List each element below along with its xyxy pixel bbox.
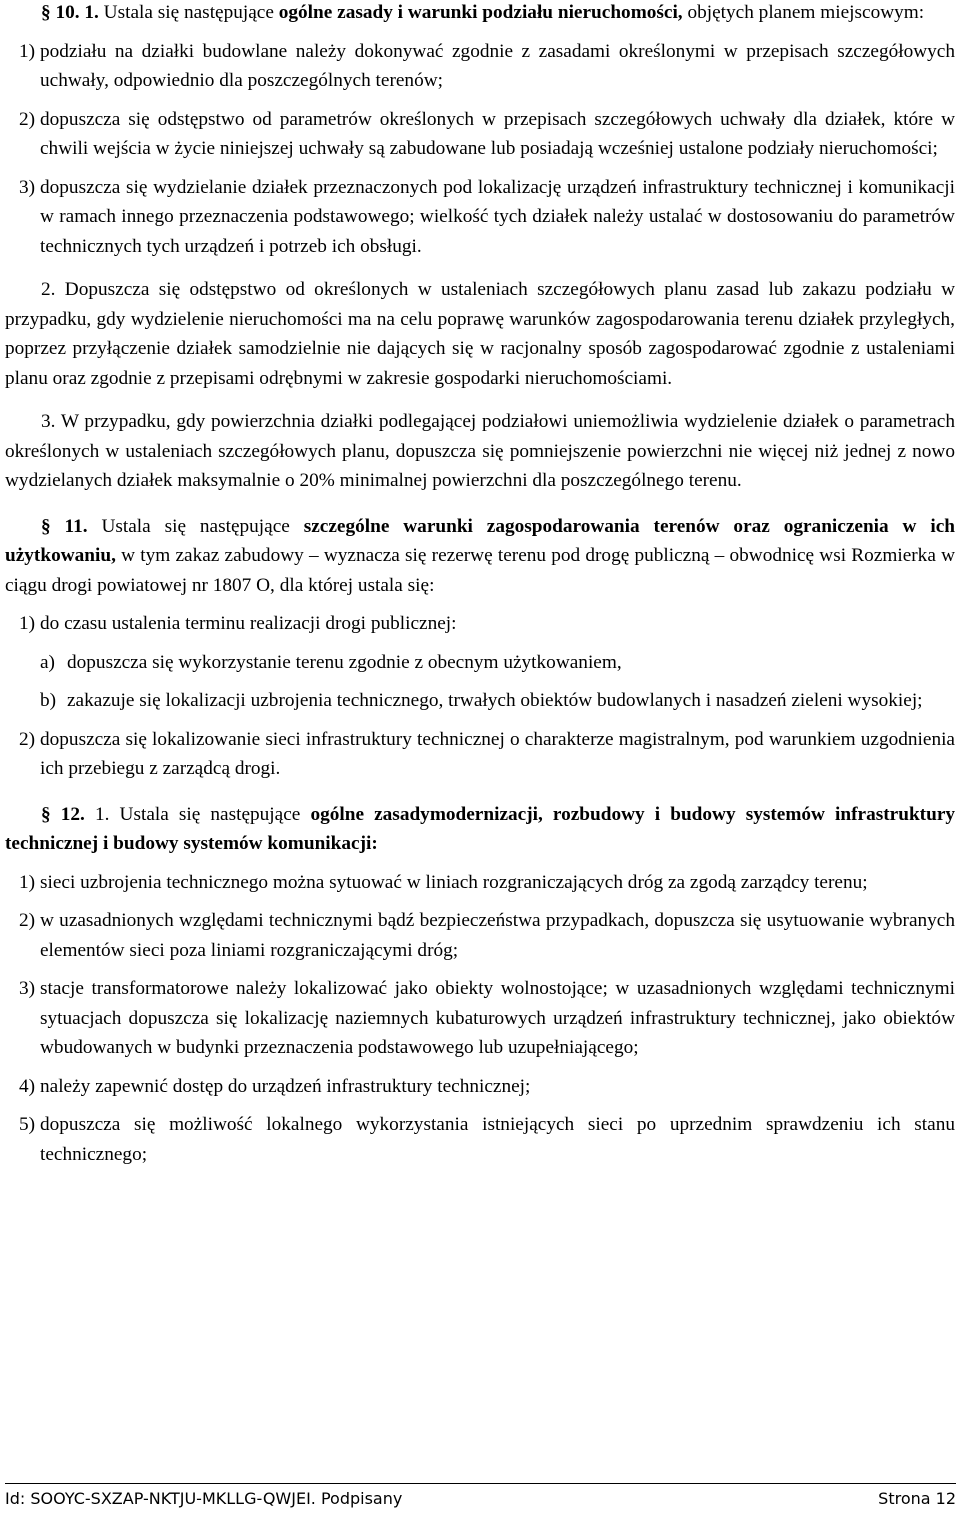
section-11-intro: Ustala się następujące	[101, 515, 290, 537]
section-12-number: § 12.	[41, 803, 85, 825]
list-item-text: sieci uzbrojenia technicznego można sytuować w liniach rozgraniczających dróg za zgodą zarządcy terenu;	[40, 871, 868, 893]
list-item	[5, 906, 955, 965]
section-10-paragraph-2: 2. Dopuszcza się odstępstwo od określonych w ustaleniach szczegółowych planu zasad lub zakazu podziału w przypadku, gdy wydzielenie nieruchomości ma na celu poprawę warunków zagospodarowania terenu działek przyległych, poprzez przyłączenie działek samodzielnie nie dających się w racjonalny sposób zagospodarować zgodnie z ustaleniami planu oraz zgodnie z przepisami odrębnymi w zakresie gospodarki nieruchomościami.	[5, 279, 955, 389]
section-12-bold: ogólne zasadymodernizacji, rozbudowy i budowy systemów infrastruktury technicznej i budowy systemów komunikacji:	[5, 803, 956, 854]
section-10-paragraph-3: 3. W przypadku, gdy powierzchnia działki podlegającej podziałowi uniemożliwia wydzielenie działek o parametrach określonych w ustaleniach szczegółowych planu, dopuszcza się pomniejszenie powierzchni nie więcej niż jednej z nowo wydzielanych działek maksymalnie o 20% minimalnej powierzchni dla poszczególnego terenu.	[5, 411, 955, 491]
list-item-number: 3)	[19, 176, 36, 198]
section-11-rest: w tym zakaz zabudowy – wyznacza się rezerwę terenu pod drogę publiczną – obwodnicę wsi Rozmierka w ciągu drogi powiatowej nr 1807 O, dla której ustala się:	[5, 545, 956, 596]
section-10-rest: objętych planem miejscowym:	[687, 2, 925, 23]
sub-list-item-letter: a)	[40, 651, 55, 673]
list-item-number: 2)	[19, 728, 36, 750]
sub-list-item	[5, 648, 955, 678]
list-item	[5, 37, 955, 96]
document-id: Id: SOOYC-SXZAP-NKTJU-MKLLG-QWJEI. Podpisany	[5, 1489, 403, 1508]
list-item-number: 5)	[19, 1114, 36, 1135]
list-item-number: 1)	[19, 613, 36, 634]
section-10-number: § 10. 1.	[41, 2, 99, 23]
footer-divider	[5, 1483, 956, 1484]
section-10-bold: ogólne zasady i warunki podziału nieruchomości,	[278, 2, 683, 23]
list-item	[5, 725, 955, 784]
list-item-number: 3)	[19, 978, 36, 999]
list-item-number: 2)	[19, 108, 36, 130]
list-item-text: do czasu ustalenia terminu realizacji drogi publicznej:	[40, 613, 457, 634]
list-item-number: 1)	[19, 871, 36, 893]
list-item-text: podziału na działki budowlane należy dokonywać zgodnie z zasadami określonymi w przepisach szczegółowych uchwały, odpowiednio dla poszczególnych terenów;	[40, 40, 955, 91]
list-item-text: dopuszcza się lokalizowanie sieci infrastruktury technicznej o charakterze magistralnym, pod warunkiem uzgodnienia ich przebiegu z zarządcą drogi.	[40, 728, 955, 779]
section-10-intro: Ustala się następujące	[103, 2, 274, 23]
sub-list-item-text: dopuszcza się wykorzystanie terenu zgodnie z obecnym użytkowaniem,	[67, 651, 622, 673]
list-item	[5, 105, 955, 164]
list-item-number: 2)	[19, 910, 36, 931]
section-12-heading	[5, 800, 955, 859]
list-item-text: dopuszcza się odstępstwo od parametrów określonych w przepisach szczegółowych uchwały dla działek, które w chwili wejścia w życie niniejszej uchwały są zabudowane lub posiadają wcześniej ustalone podziały nieruchomości;	[40, 108, 955, 159]
sub-list-item-letter: b)	[40, 690, 57, 711]
document-body	[5, 0, 955, 1169]
section-11-heading	[5, 512, 955, 601]
list-item-text: w uzasadnionych względami technicznymi bądź bezpieczeństwa przypadkach, dopuszcza się usytuowanie wybranych elementów sieci poza liniami rozgraniczającymi dróg;	[40, 910, 955, 961]
list-item	[5, 974, 955, 1063]
list-item-text: dopuszcza się możliwość lokalnego wykorzystania istniejących sieci po uprzednim sprawdzeniu ich stanu technicznego;	[40, 1114, 955, 1165]
section-12-subnumber: 1.	[94, 803, 110, 825]
list-item	[5, 609, 955, 639]
list-item-number: 4)	[19, 1075, 36, 1097]
list-item	[5, 1072, 955, 1102]
page-footer	[5, 1488, 956, 1510]
section-11-bold: szczególne warunki zagospodarowania terenów oraz ograniczenia w ich użytkowaniu,	[5, 515, 955, 566]
list-item-text: dopuszcza się wydzielanie działek przeznaczonych pod lokalizację urządzeń infrastruktury technicznej i komunikacji w ramach innego przeznaczenia podstawowego; wielkość tych działek należy ustalać w dostosowaniu do parametrów technicznych tych urządzeń i potrzeb ich obsługi.	[40, 176, 955, 257]
list-item-text: należy zapewnić dostęp do urządzeń infrastruktury technicznej;	[40, 1075, 531, 1097]
section-10-heading	[5, 0, 955, 28]
list-item	[5, 173, 955, 262]
section-12-intro: Ustala się następujące	[119, 803, 301, 825]
list-item-text: stacje transformatorowe należy lokalizować jako obiekty wolnostojące; w uzasadnionych względami technicznymi sytuacjach dopuszcza się lokalizację naziemnych kubaturowych urządzeń infrastruktury technicznej, jako obiektów wbudowanych w budynki przeznaczenia podstawowego lub uzupełniającego;	[40, 978, 955, 1058]
sub-list-item-text: zakazuje się lokalizacji uzbrojenia technicznego, trwałych obiektów budowlanych i nasadzeń zieleni wysokiej;	[67, 690, 923, 711]
list-item-number: 1)	[19, 40, 36, 62]
list-item	[5, 868, 955, 898]
page-number: Strona 12	[878, 1489, 956, 1508]
list-item	[5, 1110, 955, 1169]
section-11-number: § 11.	[41, 515, 88, 537]
sub-list-item	[5, 686, 955, 716]
